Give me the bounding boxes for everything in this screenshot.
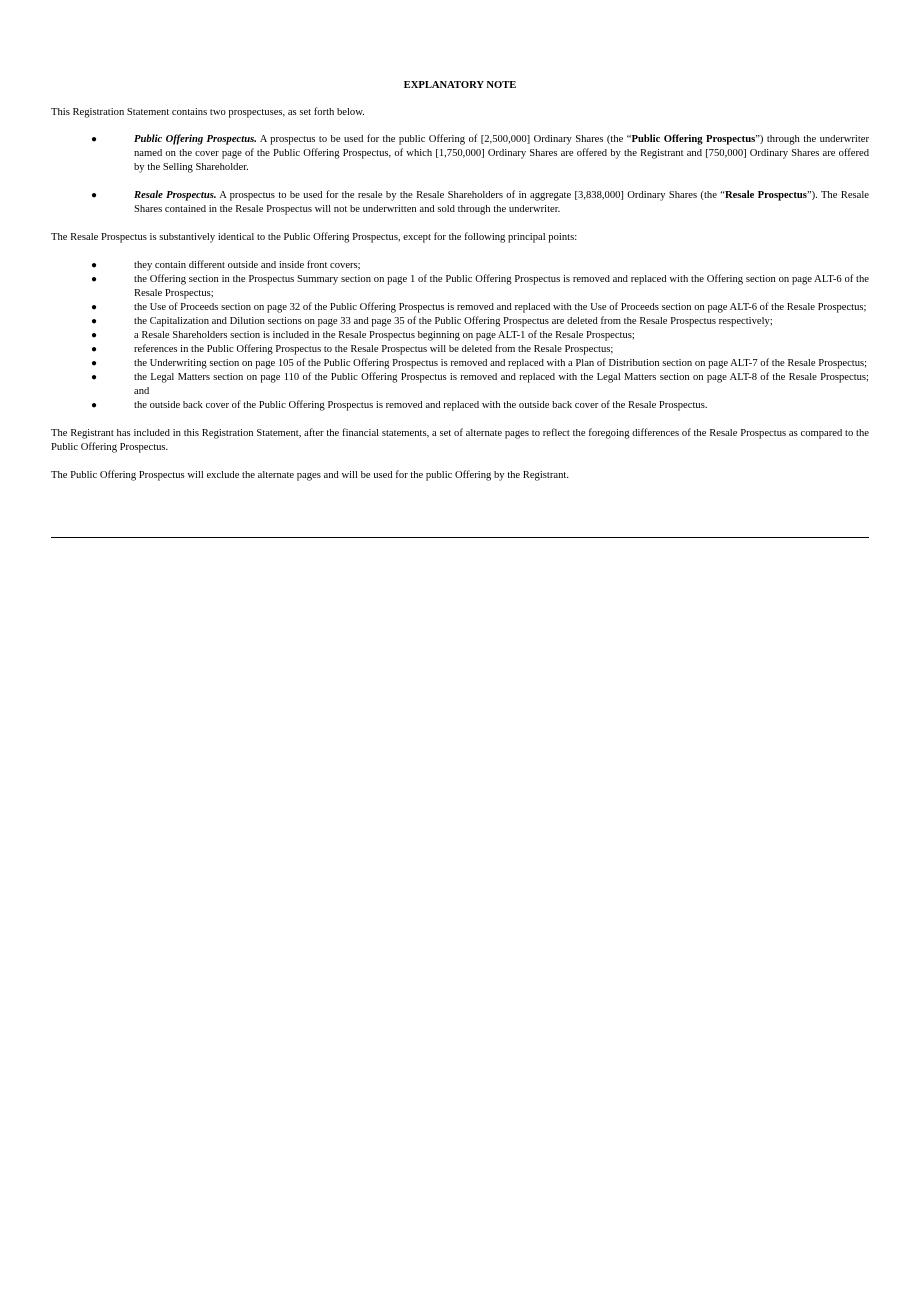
bullet-icon: ● [91,358,98,369]
item-text: A prospectus to be used for the resale by the Resale Shareholders of in aggregate [3,838,000] Ordinary Shares (the “ [216,190,725,201]
list-item-text: they contain different outside and inside front covers; [134,260,361,271]
bullet-icon: ● [91,344,98,355]
lead-in-label: Public Offering Prospectus. [134,134,257,145]
list-item [51,399,869,413]
page-title: EXPLANATORY NOTE [403,80,517,91]
list-item-text: the Capitalization and Dilution sections on page 33 and page 35 of the Public Offering Prospectus are deleted from the Resale Prospectus respectively; [134,316,773,327]
closing-paragraph: The Public Offering Prospectus will exclude the alternate pages and will be used for the public Offering by the Registrant. [51,470,569,481]
bullet-icon: ● [91,400,98,411]
defined-term: Resale Prospectus [724,190,807,201]
page-divider [51,537,869,538]
bullet-icon: ● [91,190,98,201]
alternate-pages-paragraph: The Registrant has included in this Registration Statement, after the financial statements, a set of alternate pages to reflect the foregoing differences of the Resale Prospectus as compared to the Public Offering Prospectus. [51,428,869,453]
bullet-icon: ● [91,316,98,327]
list-item-resale-prospectus [51,189,869,217]
list-item-text: the Legal Matters section on page 110 of the Public Offering Prospectus is removed and replaced with the Legal Matters section on page ALT-8 of the Resale Prospectus; and [134,372,869,397]
list-item [51,273,869,301]
list-item [51,371,869,399]
differences-list [51,259,869,413]
bullet-icon: ● [91,372,98,383]
list-item [51,357,869,371]
prospectus-list [51,133,869,217]
differences-intro: The Resale Prospectus is substantively identical to the Public Offering Prospectus, except for the following principal points: [51,232,578,243]
list-item [51,301,869,315]
bullet-icon: ● [91,302,98,313]
list-item [51,343,869,357]
list-item-text: references in the Public Offering Prospectus to the Resale Prospectus will be deleted from the Resale Prospectus; [134,344,614,355]
list-item-text: the Use of Proceeds section on page 32 of the Public Offering Prospectus is removed and replaced with the Use of Proceeds section on page ALT-6 of the Resale Prospectus; [134,302,867,313]
item-text: A prospectus to be used for the public Offering of [2,500,000] Ordinary Shares (the “ [256,134,632,145]
bullet-icon: ● [91,134,98,145]
list-item-text: the Offering section in the Prospectus Summary section on page 1 of the Public Offering Prospectus is removed and replaced with the Offering section on page ALT-6 of the Resale Prospectus; [134,274,869,299]
list-item-text: the outside back cover of the Public Offering Prospectus is removed and replaced with the outside back cover of the Resale Prospectus. [134,400,708,411]
document-page [51,79,869,483]
intro-paragraph: This Registration Statement contains two prospectuses, as set forth below. [51,107,365,118]
bullet-icon: ● [91,274,98,285]
list-item [51,259,869,273]
item-text: ”). The Resale Shares contained in the Resale Prospectus will not be underwritten and sold through the underwriter. [134,190,869,215]
bullet-icon: ● [91,330,98,341]
list-item [51,315,869,329]
defined-term: Public Offering Prospectus [631,134,756,145]
list-item-text: a Resale Shareholders section is included in the Resale Prospectus beginning on page ALT-1 of the Resale Prospectus; [134,330,635,341]
bullet-icon: ● [91,260,98,271]
list-item-text: the Underwriting section on page 105 of the Public Offering Prospectus is removed and replaced with a Plan of Distribution section on page ALT-7 of the Resale Prospectus; [134,358,868,369]
list-item-public-offering-prospectus [51,133,869,175]
lead-in-label: Resale Prospectus. [134,190,217,201]
item-text: ”) through the underwriter named on the cover page of the Public Offering Prospectus, of which [1,750,000] Ordinary Shares are offered by the Registrant and [750,000] Ordinary Shares are offered by the Selling Shareholder. [134,134,869,173]
list-item [51,329,869,343]
